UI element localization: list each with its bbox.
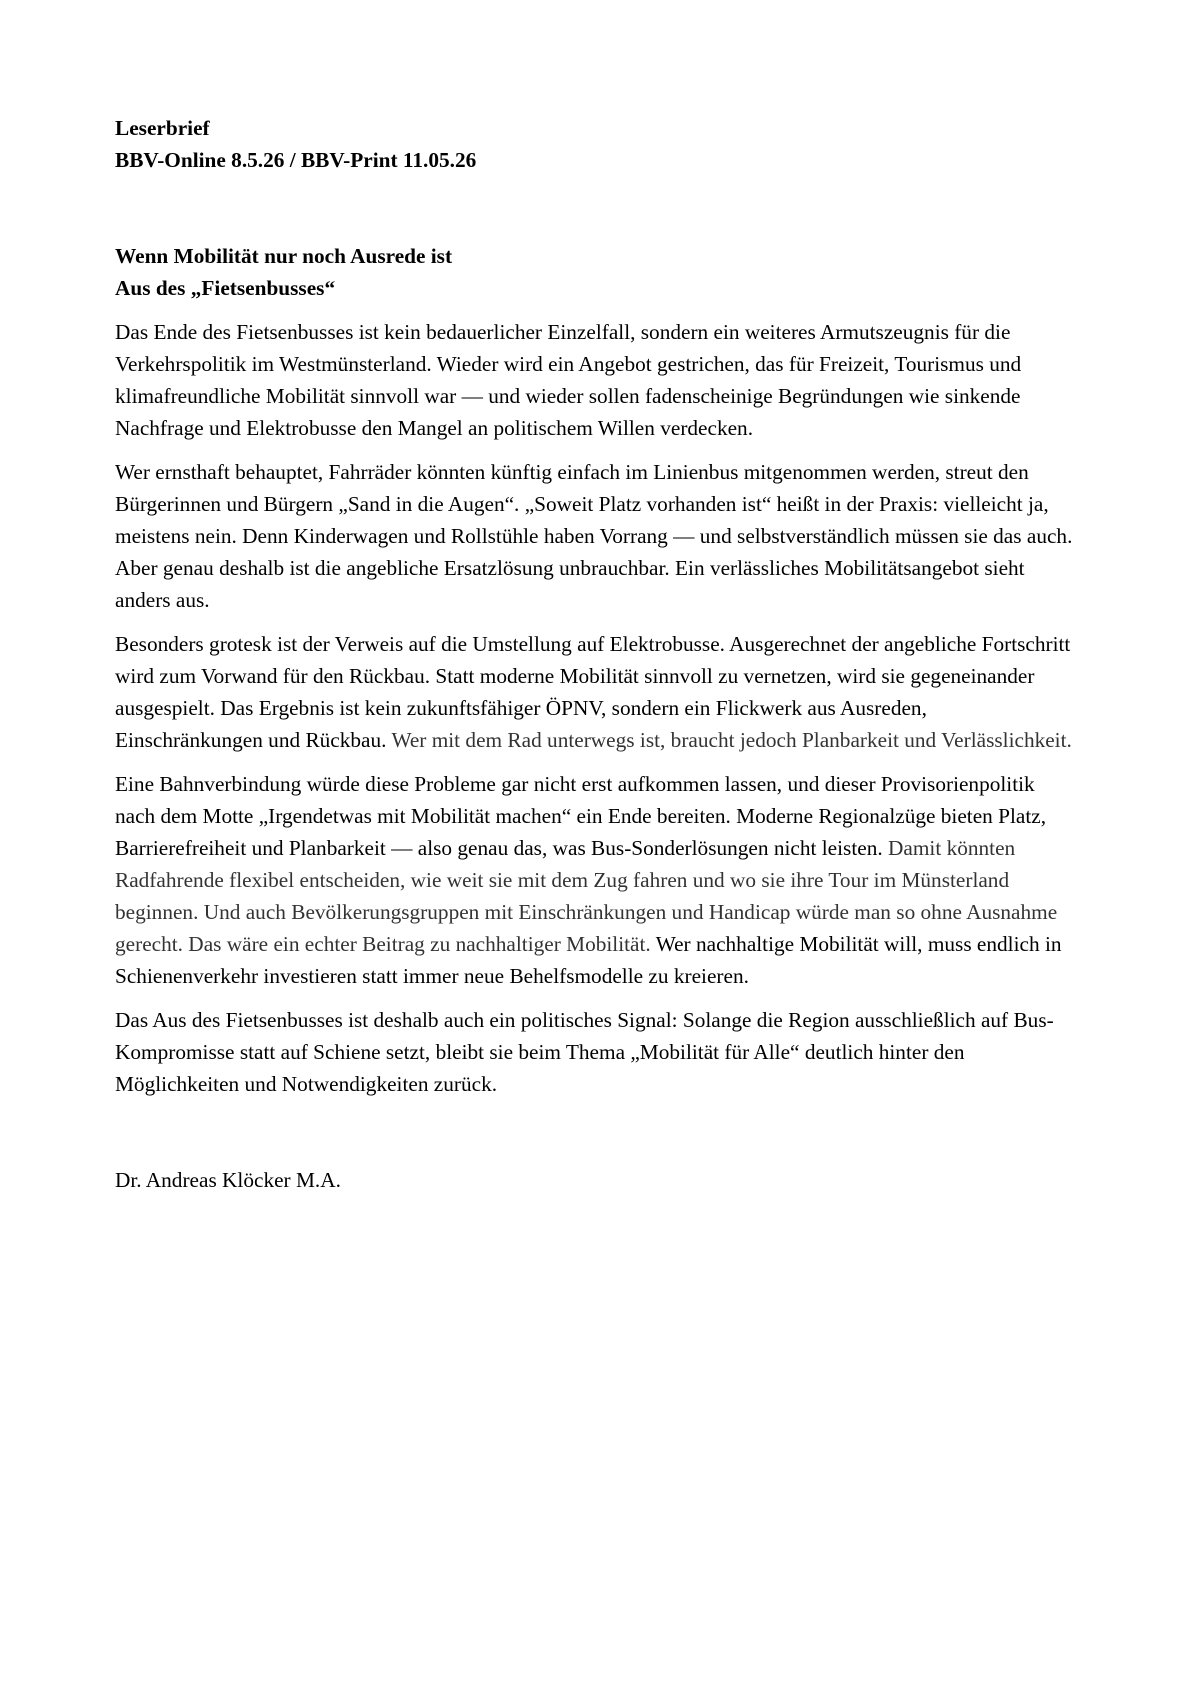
body-paragraph-3 (115, 628, 1075, 756)
body-paragraph-5: Das Aus des Fietsenbusses ist deshalb auch ein politisches Signal: Solange die Region ausschließlich auf Bus-Kompromisse statt auf Schiene setzt, bleibt sie beim Thema „Mobilität für Alle“ deutlich hinter den Möglichkeiten und Notwendigkeiten zurück. (115, 1008, 1054, 1096)
author-signature: Dr. Andreas Klöcker M.A. (115, 1168, 341, 1192)
body-paragraph-4-end: Wer nachhaltige Mobilität will, muss endlich in Schienenverkehr investieren statt immer neue Behelfsmodelle zu kreieren. (115, 932, 1062, 988)
body-paragraph-4-main: Eine Bahnverbindung würde diese Probleme gar nicht erst aufkommen lassen, und dieser Provisorienpolitik nach dem Motte „Irgendetwas mit Mobilität machen“ ein Ende bereiten. Moderne Regionalzüge bieten Platz, Barrierefreiheit und Planbarkeit — also genau das, was Bus-Sonderlösungen nicht leisten. (115, 772, 1047, 860)
letter-page (115, 112, 1075, 1208)
article-title-line-2: Aus des „Fietsenbusses“ (115, 276, 336, 300)
publication-reference: BBV-Online 8.5.26 / BBV-Print 11.05.26 (115, 148, 477, 172)
body-paragraph-4-addition: Damit könnten Radfahrende flexibel entscheiden, wie weit sie mit dem Zug fahren und wo sie ihre Tour im Münsterland beginnen. Und auch Bevölkerungsgruppen mit Einschränkungen und Handicap würde man so ohne Ausnahme gerecht. Das wäre ein echter Beitrag zu nachhaltiger Mobilität. (115, 836, 1058, 956)
body-paragraph-3-main: Besonders grotesk ist der Verweis auf die Umstellung auf Elektrobusse. Ausgerechnet der angebliche Fortschritt wird zum Vorwand für den Rückbau. Statt moderne Mobilität sinnvoll zu vernetzen, wird sie gegeneinander ausgespielt. Das Ergebnis ist kein zukunftsfähiger ÖPNV, sondern ein Flickwerk aus Ausreden, Einschränkungen und Rückbau. (115, 632, 1071, 752)
letter-type-label: Leserbrief (115, 116, 210, 140)
body-paragraph-2: Wer ernsthaft behauptet, Fahrräder könnten künftig einfach im Linienbus mitgenommen werden, streut den Bürgerinnen und Bürgern „Sand in die Augen“. „Soweit Platz vorhanden ist“ heißt in der Praxis: vielleicht ja, meistens nein. Denn Kinderwagen und Rollstühle haben Vorrang — und selbstverständlich müssen sie das auch. Aber genau deshalb ist die angebliche Ersatzlösung unbrauchbar. Ein verlässliches Mobilitätsangebot sieht anders aus. (115, 460, 1073, 612)
article-title-line-1: Wenn Mobilität nur noch Ausrede ist (115, 244, 453, 268)
article-title (115, 240, 1075, 304)
body-paragraph-3-addition: Wer mit dem Rad unterwegs ist, braucht jedoch Planbarkeit und Verlässlichkeit. (391, 728, 1072, 752)
body-paragraph-1: Das Ende des Fietsenbusses ist kein bedauerlicher Einzelfall, sondern ein weiteres Armutszeugnis für die Verkehrspolitik im Westmünsterland. Wieder wird ein Angebot gestrichen, das für Freizeit, Tourismus und klimafreundliche Mobilität sinnvoll war — und wieder sollen fadenscheinige Begründungen wie sinkende Nachfrage und Elektrobusse den Mangel an politischem Willen verdecken. (115, 320, 1022, 440)
body-paragraph-4 (115, 768, 1075, 992)
letter-header (115, 112, 1075, 176)
